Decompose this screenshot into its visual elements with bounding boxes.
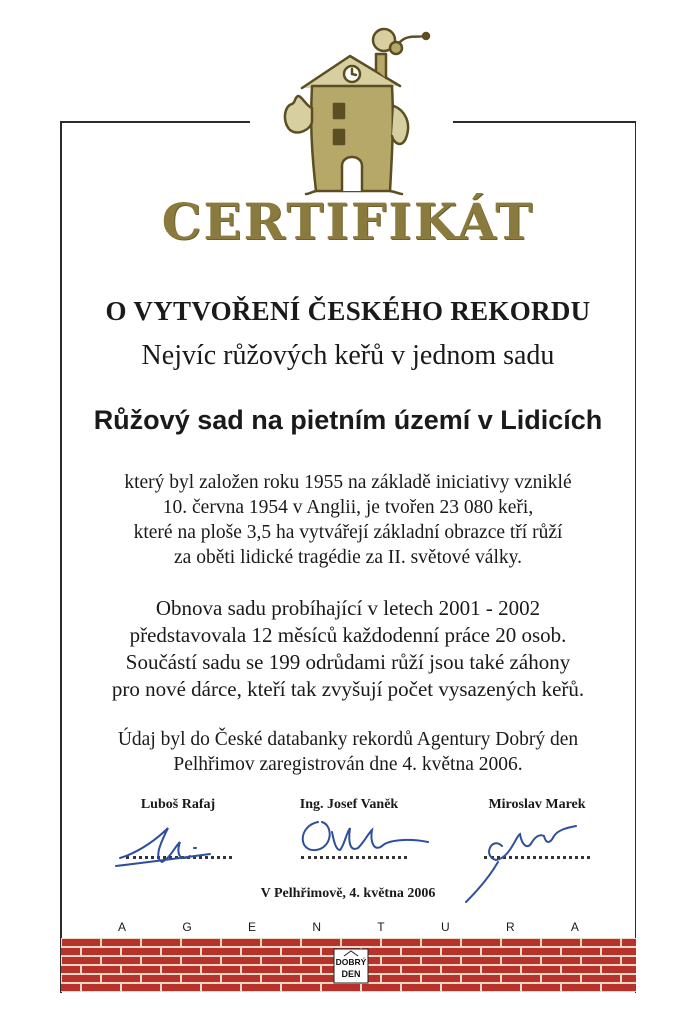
paragraph2-line: představovala 12 měsíců každodenní práce 20 osob. <box>129 623 567 647</box>
signature-name-2: Ing. Josef Vaněk <box>299 797 399 812</box>
paragraph1-line: který byl založen roku 1955 na základě iniciativy vzniklé <box>124 472 572 493</box>
signature-name-1: Luboš Rafaj <box>140 797 216 812</box>
paragraph3-line: Údaj byl do České databanky rekordů Agentury Dobrý den <box>117 729 579 750</box>
place-and-date: V Pelhřimově, 4. května 2006 <box>260 886 436 901</box>
paragraph1-line: 10. června 1954 v Anglii, je tvořen 23 080 keři, <box>162 497 534 518</box>
signature-name-3: Miroslav Marek <box>488 797 586 812</box>
place-name: Růžový sad na pietním území v Lidicích <box>93 405 603 435</box>
handwritten-signature-1 <box>110 818 230 873</box>
badge-text-bottom: DEN <box>341 969 361 979</box>
agentura-letter: A <box>118 920 128 934</box>
paragraph1-line: za oběti lidické tragédie za II. světové války. <box>174 547 522 568</box>
agentura-letter: R <box>505 920 516 934</box>
agentura-letter: N <box>312 920 322 934</box>
paragraph2-line: pro nové dárce, kteří tak zvyšují počet vysazených keřů. <box>111 677 585 701</box>
certificate-title: CERTIFIKÁT <box>161 192 535 251</box>
dobry-den-house-logo <box>272 26 432 196</box>
agentura-letter: E <box>247 920 257 934</box>
paragraph2-line: Obnova sadu probíhající v letech 2001 - 2002 <box>155 596 541 620</box>
paragraph2-line: Součástí sadu se 199 odrůdami růží jsou také záhony <box>125 650 571 674</box>
paragraph3-line: Pelhřimov zaregistrován dne 4. května 2006. <box>173 754 523 775</box>
dobry-den-badge <box>333 948 369 984</box>
agentura-letter: T <box>377 920 386 934</box>
badge-text-top: DOBRÝ <box>335 957 367 967</box>
frame-top-left <box>60 121 250 123</box>
paragraph1-line: které na ploše 3,5 ha vytvářejí základní obrazce tří růží <box>133 522 563 543</box>
agentura-letter: A <box>570 920 580 934</box>
record-name: Nejvíc růžových keřů v jednom sadu <box>141 340 555 371</box>
agentura-letter: U <box>440 920 451 934</box>
handwritten-signature-2 <box>288 812 438 862</box>
record-title: O VYTVOŘENÍ ČESKÉHO REKORDU <box>105 296 591 326</box>
frame-top-right <box>453 121 636 123</box>
agentura-letter: G <box>182 920 193 934</box>
agentura-lettering <box>118 920 580 934</box>
